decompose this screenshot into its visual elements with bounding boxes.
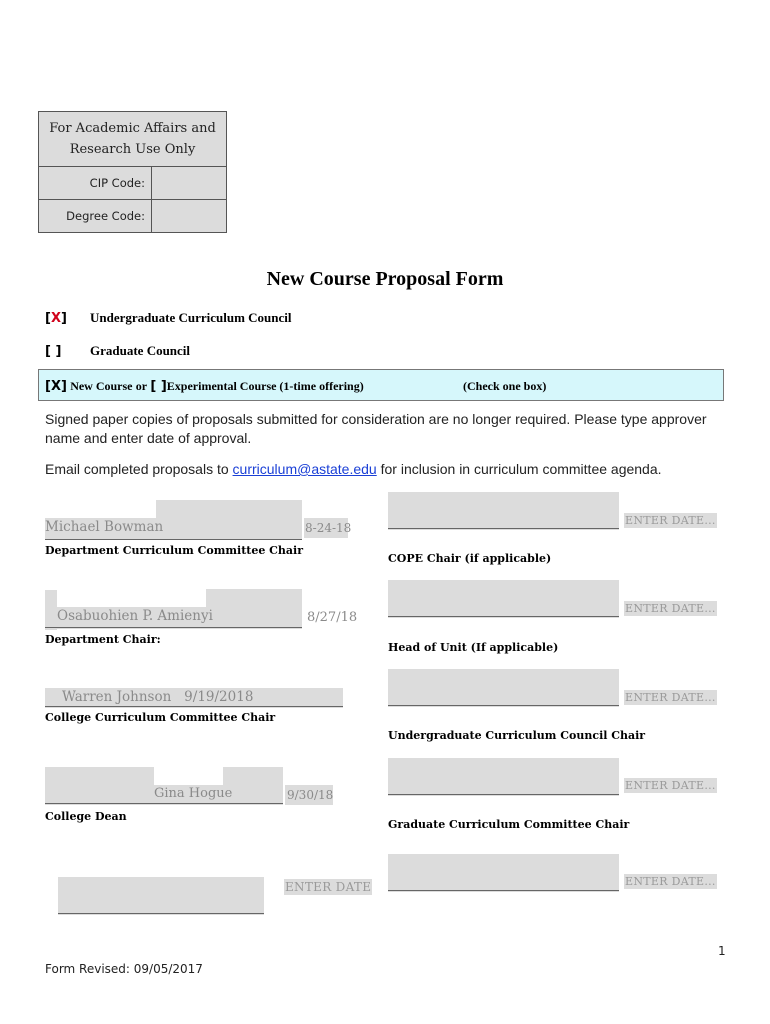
signature-line-ccc xyxy=(45,706,343,707)
degree-code-field[interactable] xyxy=(152,200,227,233)
signature-name-ccc[interactable]: Warren Johnson 9/19/2018 xyxy=(62,689,254,705)
signature-field-extra-shade[interactable] xyxy=(58,877,264,915)
date-chair[interactable]: 8/27/18 xyxy=(307,610,358,625)
signature-line-ucc xyxy=(388,705,619,706)
course-type-row xyxy=(45,378,364,394)
date-placeholder-extra: ENTER DATE xyxy=(285,880,372,894)
role-unit-head: Head of Unit (If applicable) xyxy=(388,641,559,654)
date-field-final[interactable]: ENTER DATE... xyxy=(625,875,716,888)
cip-code-label: CIP Code: xyxy=(39,167,152,200)
degree-code-label: Degree Code: xyxy=(39,200,152,233)
role-chair: Department Chair: xyxy=(45,633,161,646)
check-one-hint: (Check one box) xyxy=(463,379,547,393)
signature-name-dcc[interactable]: Michael Bowman xyxy=(45,519,164,535)
signature-field-dcc-shade[interactable] xyxy=(156,500,302,540)
signature-line-chair xyxy=(45,627,302,628)
date-field-extra[interactable] xyxy=(284,879,372,895)
signature-line-unit-head xyxy=(388,616,619,617)
signature-line-dcc xyxy=(45,539,302,540)
role-dcc: Department Curriculum Committee Chair xyxy=(45,544,304,557)
signature-field-final-shade[interactable] xyxy=(388,854,619,892)
email-suffix: for inclusion in curriculum committee agenda. xyxy=(376,461,662,477)
role-ucc: Undergraduate Curriculum Council Chair xyxy=(388,729,646,742)
form-revised-note: Form Revised: 09/05/2017 xyxy=(45,962,203,976)
academic-affairs-heading-line2: Research Use Only xyxy=(69,142,196,157)
council-label-graduate: Graduate Council xyxy=(90,343,191,358)
signed-copies-note: Signed paper copies of proposals submitted for consideration are no longer required. Please type approver name and enter date of approval. xyxy=(45,411,707,446)
signature-field-gcc-shade[interactable] xyxy=(388,758,619,796)
signature-name-chair[interactable]: Osabuohien P. Amienyi xyxy=(57,608,213,624)
role-cope: COPE Chair (if applicable) xyxy=(388,552,552,565)
cip-code-field[interactable] xyxy=(152,167,227,200)
date-dean[interactable]: 9/30/18 xyxy=(287,788,334,802)
checkbox-new-course[interactable]: [X] xyxy=(45,379,67,394)
signature-field-unit-head-shade[interactable] xyxy=(388,580,619,618)
signature-field-cope-shade[interactable] xyxy=(388,492,619,530)
signature-line-extra xyxy=(58,913,264,914)
date-field-ucc[interactable]: ENTER DATE... xyxy=(625,691,716,704)
academic-affairs-heading xyxy=(39,112,227,167)
date-field-unit-head[interactable]: ENTER DATE... xyxy=(625,602,716,615)
role-ccc: College Curriculum Committee Chair xyxy=(45,711,276,724)
academic-affairs-box xyxy=(38,111,227,233)
signature-field-chair-shade[interactable] xyxy=(206,589,302,629)
signature-name-dean[interactable]: Gina Hogue xyxy=(154,786,233,801)
signature-field-dean-left-shade[interactable] xyxy=(45,767,154,805)
page-title: New Course Proposal Form xyxy=(266,268,504,290)
email-link[interactable]: curriculum@astate.edu xyxy=(232,461,377,477)
signature-field-ucc-shade[interactable] xyxy=(388,669,619,707)
email-instructions xyxy=(45,460,725,479)
signature-line-final xyxy=(388,890,619,891)
checkbox-experimental[interactable]: [ ] xyxy=(150,379,167,394)
signature-line-gcc xyxy=(388,794,619,795)
or-label: or xyxy=(135,379,148,393)
signature-line-cope xyxy=(388,528,619,529)
council-option-graduate[interactable] xyxy=(45,343,191,359)
date-dcc[interactable]: 8-24-18 xyxy=(305,521,352,535)
checkbox-ugcc[interactable]: [X] xyxy=(45,311,67,326)
page-number: 1 xyxy=(718,944,726,958)
academic-affairs-heading-line1: For Academic Affairs and xyxy=(49,121,216,136)
council-label-ugcc: Undergraduate Curriculum Council xyxy=(90,310,292,325)
email-prefix: Email completed proposals to xyxy=(45,461,233,477)
new-course-label: New Course xyxy=(70,379,133,393)
checkbox-graduate[interactable]: [ ] xyxy=(45,344,62,359)
signature-line-dean xyxy=(45,803,283,804)
date-field-cope[interactable]: ENTER DATE... xyxy=(625,514,716,527)
role-gcc: Graduate Curriculum Committee Chair xyxy=(388,818,630,831)
course-type-box xyxy=(38,369,724,401)
role-dean: College Dean xyxy=(45,810,127,823)
signature-field-chair-left-shade xyxy=(45,590,57,630)
council-option-ugcc[interactable] xyxy=(45,310,292,326)
date-field-gcc[interactable]: ENTER DATE... xyxy=(625,779,716,792)
experimental-label: Experimental Course (1-time offering) xyxy=(166,379,364,393)
